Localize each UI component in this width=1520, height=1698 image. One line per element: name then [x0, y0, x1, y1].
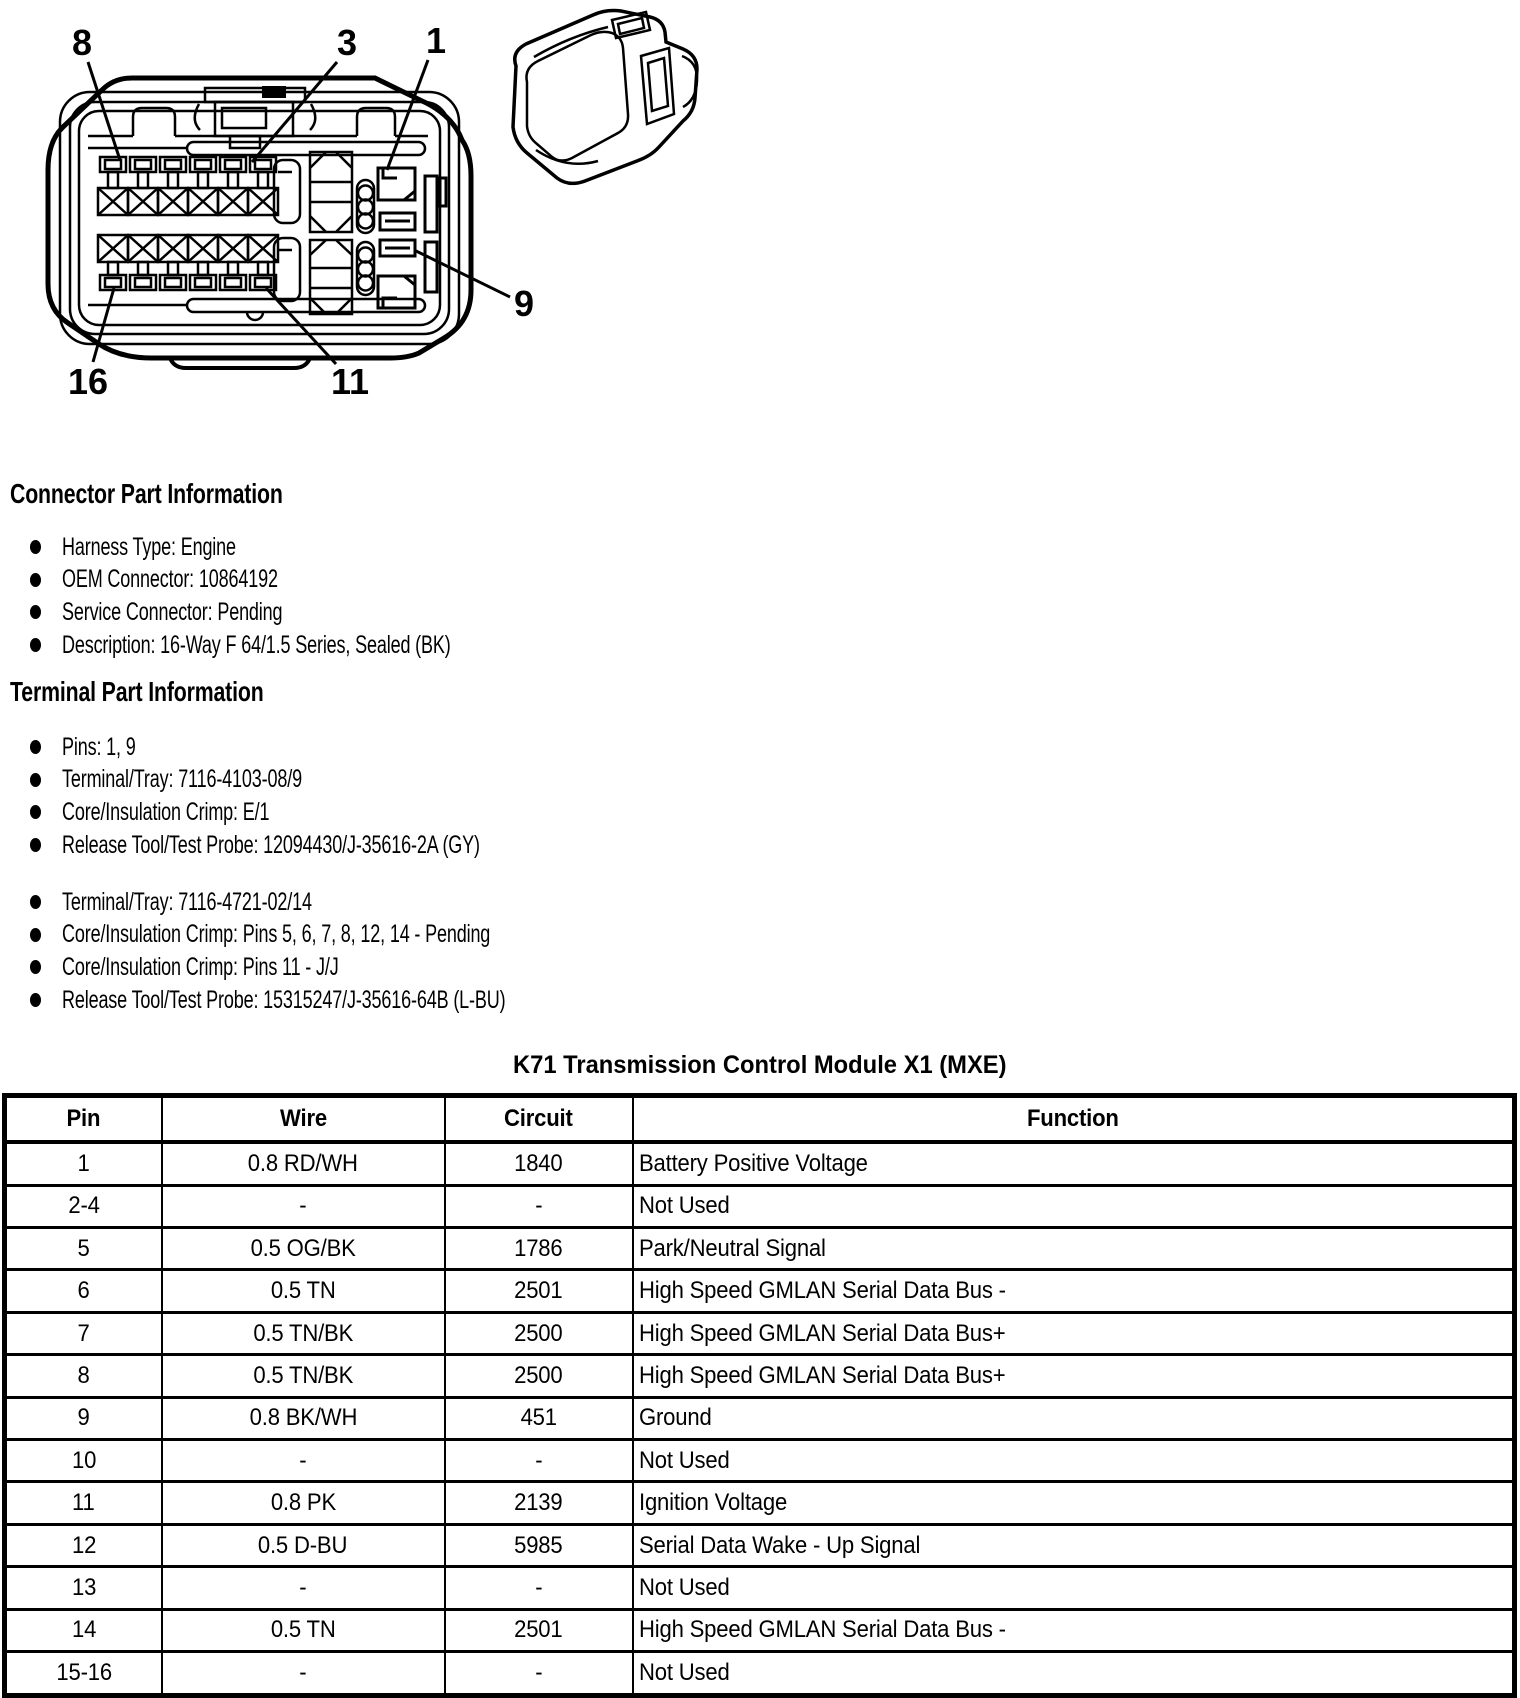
table-row — [5, 1567, 1515, 1609]
bullet-item — [30, 731, 642, 764]
cell-text: 13 — [71, 1573, 96, 1601]
connector-bullet-list — [30, 531, 602, 661]
cell-wire — [162, 1270, 445, 1312]
table-row — [5, 1312, 1515, 1354]
cell-function — [633, 1312, 1515, 1354]
bullet-text: Core/Insulation Crimp: Pins 5, 6, 7, 8, 12, 14 - Pending — [62, 920, 491, 949]
callout-label-pin1: 1 — [425, 20, 447, 61]
cell-text: Not Used — [638, 1659, 730, 1687]
cell-circuit — [445, 1355, 633, 1397]
bullet-icon — [30, 773, 41, 787]
cell-text: 9 — [77, 1404, 90, 1432]
table-row — [5, 1440, 1515, 1482]
cell-wire — [162, 1567, 445, 1609]
cell-text: 2500 — [514, 1361, 563, 1389]
bullet-item — [30, 919, 678, 952]
cell-text: 1786 — [514, 1234, 563, 1262]
large-pin-cavities — [378, 168, 446, 308]
bullet-icon — [30, 740, 41, 754]
bullet-icon — [30, 605, 41, 619]
cell-text: 5 — [77, 1234, 90, 1262]
cell-text: 0.5 TN/BK — [253, 1361, 353, 1389]
cell-text: 0.5 TN/BK — [253, 1319, 353, 1347]
cell-text: 2501 — [514, 1277, 563, 1305]
table-row — [5, 1397, 1515, 1439]
bullet-icon — [30, 573, 41, 587]
cell-text: High Speed GMLAN Serial Data Bus+ — [638, 1361, 1005, 1389]
heading-text: Terminal Part Information — [10, 676, 264, 707]
cell-text: 2501 — [514, 1616, 563, 1644]
bullet-text: Release Tool/Test Probe: 15315247/J-35616-64B (L-BU) — [62, 985, 506, 1014]
bullet-text: Core/Insulation Crimp: E/1 — [62, 797, 270, 826]
cell-circuit — [445, 1567, 633, 1609]
column-header-text: Function — [1026, 1105, 1119, 1132]
cell-text: 15-16 — [55, 1659, 112, 1687]
cell-text: - — [299, 1573, 307, 1601]
cell-circuit — [445, 1312, 633, 1354]
cell-text: 2500 — [514, 1319, 563, 1347]
cell-function — [633, 1228, 1515, 1270]
cell-function — [633, 1567, 1515, 1609]
callout-label-pin3: 3 — [336, 22, 358, 63]
table-title — [0, 1051, 1520, 1080]
cell-text: Ignition Voltage — [638, 1489, 787, 1517]
bullet-text: Terminal/Tray: 7116-4103-08/9 — [62, 765, 302, 794]
bullet-item — [30, 596, 602, 629]
cell-circuit — [445, 1524, 633, 1566]
table-header-row — [5, 1096, 1515, 1143]
cell-function — [633, 1397, 1515, 1439]
terminal-bullet-list-group1 — [30, 731, 642, 861]
column-header-wire — [162, 1096, 445, 1143]
column-header-text: Pin — [66, 1105, 101, 1132]
cell-pin — [5, 1142, 162, 1185]
cell-circuit — [445, 1482, 633, 1524]
cell-wire — [162, 1397, 445, 1439]
cell-pin — [5, 1185, 162, 1227]
bullet-item — [30, 984, 678, 1017]
table-row — [5, 1142, 1515, 1185]
bullet-item — [30, 886, 678, 919]
table-title-text: K71 Transmission Control Module X1 (MXE) — [513, 1051, 1007, 1079]
cell-function — [633, 1482, 1515, 1524]
table-row — [5, 1270, 1515, 1312]
cell-circuit — [445, 1142, 633, 1185]
bullet-item — [30, 564, 602, 597]
cell-circuit — [445, 1270, 633, 1312]
column-header-circuit — [445, 1096, 633, 1143]
terminal-bullet-list-group2 — [30, 886, 678, 1016]
column-header-text: Wire — [279, 1105, 327, 1132]
bullet-icon — [30, 638, 41, 652]
cell-wire — [162, 1355, 445, 1397]
cell-pin — [5, 1270, 162, 1312]
bullet-text: Pins: 1, 9 — [62, 732, 136, 761]
cell-text: Not Used — [638, 1446, 730, 1474]
cell-function — [633, 1185, 1515, 1227]
cell-text: Serial Data Wake - Up Signal — [638, 1531, 920, 1559]
table-row — [5, 1185, 1515, 1227]
cell-wire — [162, 1142, 445, 1185]
cell-function — [633, 1270, 1515, 1312]
leader-line-pin9 — [414, 250, 510, 297]
cell-text: 0.5 TN — [270, 1277, 336, 1305]
bullet-item — [30, 531, 602, 564]
cell-text: - — [299, 1192, 307, 1220]
connector-face-view — [48, 78, 471, 368]
cell-pin — [5, 1524, 162, 1566]
bullet-item — [30, 796, 642, 829]
cell-text: - — [299, 1659, 307, 1687]
pinout-table — [2, 1093, 1517, 1698]
cell-text: High Speed GMLAN Serial Data Bus - — [638, 1277, 1006, 1305]
bullet-item — [30, 829, 642, 862]
cell-pin — [5, 1355, 162, 1397]
cell-text: - — [534, 1573, 543, 1601]
cell-text: 451 — [520, 1404, 557, 1432]
cell-wire — [162, 1609, 445, 1651]
cell-text: - — [534, 1659, 543, 1687]
bullet-icon — [30, 960, 41, 974]
cell-text: Not Used — [638, 1192, 730, 1220]
table-row — [5, 1524, 1515, 1566]
cell-circuit — [445, 1185, 633, 1227]
table-row — [5, 1482, 1515, 1524]
cell-wire — [162, 1482, 445, 1524]
cell-text: 14 — [71, 1616, 96, 1644]
bullet-text: Terminal/Tray: 7116-4721-02/14 — [62, 887, 312, 916]
callout-label-pin9: 9 — [513, 283, 535, 324]
cell-function — [633, 1524, 1515, 1566]
cell-pin — [5, 1440, 162, 1482]
cell-text: Park/Neutral Signal — [638, 1234, 826, 1262]
bullet-text: Description: 16-Way F 64/1.5 Series, Sealed (BK) — [62, 630, 451, 659]
cell-text: 10 — [71, 1446, 96, 1474]
cell-circuit — [445, 1397, 633, 1439]
cell-text: Ground — [638, 1404, 712, 1432]
cell-pin — [5, 1228, 162, 1270]
bullet-icon — [30, 895, 41, 909]
bullet-icon — [30, 805, 41, 819]
cell-text: - — [299, 1446, 307, 1474]
center-slots — [274, 152, 352, 314]
callout-label-pin11: 11 — [330, 361, 370, 402]
cell-function — [633, 1440, 1515, 1482]
cell-text: Not Used — [638, 1573, 730, 1601]
cell-pin — [5, 1652, 162, 1696]
bullet-item — [30, 764, 642, 797]
connector-part-heading — [10, 480, 369, 508]
bullet-text: Harness Type: Engine — [62, 532, 236, 561]
cell-text: 7 — [77, 1319, 90, 1347]
cell-text: High Speed GMLAN Serial Data Bus+ — [638, 1319, 1005, 1347]
table-row — [5, 1355, 1515, 1397]
table-row — [5, 1609, 1515, 1651]
cell-text: Battery Positive Voltage — [638, 1149, 868, 1177]
cell-circuit — [445, 1652, 633, 1696]
cell-wire — [162, 1185, 445, 1227]
cell-text: 5985 — [514, 1531, 563, 1559]
cell-wire — [162, 1228, 445, 1270]
cell-text: 0.8 BK/WH — [249, 1404, 357, 1432]
cell-pin — [5, 1567, 162, 1609]
terminal-face-hatched — [526, 32, 628, 161]
cell-text: 0.5 D-BU — [258, 1531, 348, 1559]
cell-function — [633, 1142, 1515, 1185]
cell-wire — [162, 1524, 445, 1566]
bullet-text: OEM Connector: 10864192 — [62, 565, 278, 594]
cell-function — [633, 1355, 1515, 1397]
latch-detail — [195, 86, 316, 148]
cell-circuit — [445, 1440, 633, 1482]
cell-circuit — [445, 1609, 633, 1651]
cell-pin — [5, 1482, 162, 1524]
cell-text: 1 — [77, 1149, 90, 1177]
bullet-text: Release Tool/Test Probe: 12094430/J-35616-2A (GY) — [62, 830, 480, 859]
column-header-function — [633, 1096, 1515, 1143]
cell-function — [633, 1609, 1515, 1651]
cell-wire — [162, 1440, 445, 1482]
cell-wire — [162, 1652, 445, 1696]
cell-text: 0.5 OG/BK — [250, 1234, 356, 1262]
connector-perspective-view — [513, 11, 697, 184]
connector-outline — [48, 78, 471, 358]
cell-function — [633, 1652, 1515, 1696]
bullet-item — [30, 629, 602, 662]
bullet-text: Service Connector: Pending — [62, 597, 283, 626]
heading-text: Connector Part Information — [10, 478, 283, 509]
table-row — [5, 1652, 1515, 1696]
cell-pin — [5, 1397, 162, 1439]
cell-text: 1840 — [514, 1149, 563, 1177]
side-latch — [641, 48, 674, 124]
bullet-text: Core/Insulation Crimp: Pins 11 - J/J — [62, 952, 339, 981]
cell-circuit — [445, 1228, 633, 1270]
connector-diagram — [0, 0, 720, 430]
cell-wire — [162, 1312, 445, 1354]
callout-label-pin16: 16 — [67, 361, 109, 402]
cell-text: 0.8 RD/WH — [248, 1149, 358, 1177]
cell-text: 8 — [77, 1361, 90, 1389]
cell-text: 2139 — [514, 1489, 563, 1517]
cell-text: 12 — [71, 1531, 96, 1559]
callout-label-pin8: 8 — [71, 22, 93, 63]
cell-text: 0.5 TN — [270, 1616, 336, 1644]
seal-pills — [357, 180, 374, 295]
cell-text: - — [534, 1192, 543, 1220]
bullet-item — [30, 951, 678, 984]
cell-pin — [5, 1312, 162, 1354]
column-header-text: Circuit — [504, 1105, 573, 1132]
cell-text: - — [534, 1446, 543, 1474]
cell-text: High Speed GMLAN Serial Data Bus - — [638, 1616, 1006, 1644]
table-row — [5, 1228, 1515, 1270]
column-header-pin — [5, 1096, 162, 1143]
cell-text: 0.8 PK — [270, 1489, 336, 1517]
terminal-part-heading — [10, 678, 344, 706]
cell-pin — [5, 1609, 162, 1651]
terminal-grid — [98, 157, 278, 290]
cell-text: 6 — [77, 1277, 90, 1305]
cell-text: 2-4 — [68, 1192, 100, 1220]
bullet-icon — [30, 993, 41, 1007]
bullet-icon — [30, 838, 41, 852]
bullet-icon — [30, 540, 41, 554]
bullet-icon — [30, 928, 41, 942]
cell-text: 11 — [72, 1489, 96, 1517]
